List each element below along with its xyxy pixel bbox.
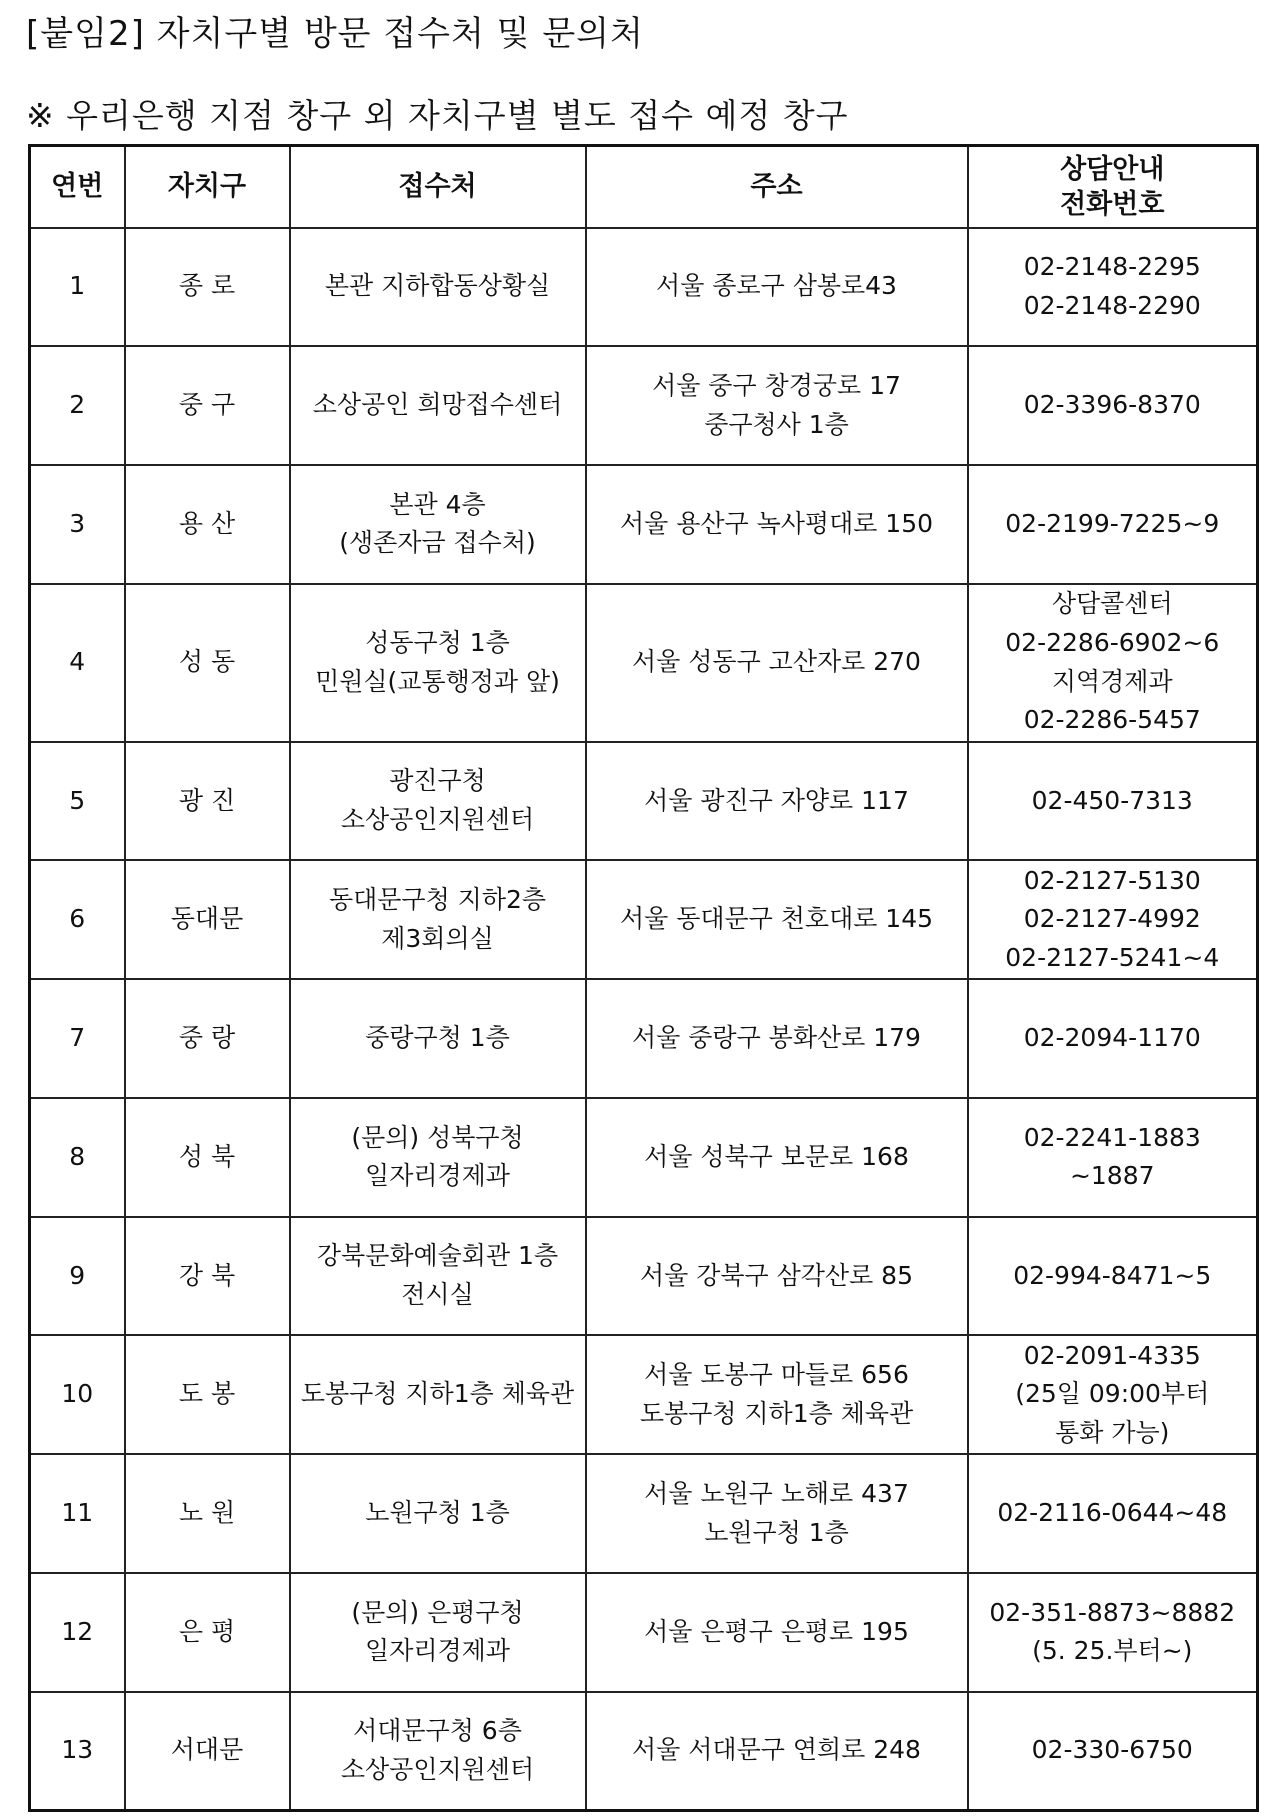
address-cell-line: 서울 강북구 삼각산로 85 bbox=[639, 1260, 913, 1290]
office-cell bbox=[290, 228, 586, 347]
district-office-table bbox=[28, 144, 1259, 1812]
address-cell-line: 노원구청 1층 bbox=[704, 1517, 849, 1547]
table-row bbox=[30, 1098, 1258, 1217]
office-cell-line: 소상공인지원센터 bbox=[340, 804, 535, 834]
table-row bbox=[30, 1217, 1258, 1336]
district-name: 종 로 bbox=[125, 228, 290, 347]
office-cell bbox=[290, 1454, 586, 1573]
row-number: 10 bbox=[30, 1335, 125, 1454]
phone-cell-line: 상담콜센터 bbox=[1051, 589, 1173, 619]
header-phone-line: 전화번호 bbox=[1060, 188, 1165, 220]
address-cell-line: 서울 중랑구 봉화산로 179 bbox=[632, 1023, 921, 1053]
district-name: 도 봉 bbox=[125, 1335, 290, 1454]
address-cell bbox=[586, 1335, 968, 1454]
office-cell-line: 소상공인지원센터 bbox=[340, 1754, 535, 1784]
phone-cell bbox=[968, 979, 1258, 1098]
header-office: 접수처 bbox=[290, 146, 586, 228]
phone-cell bbox=[968, 742, 1258, 861]
district-name: 중 랑 bbox=[125, 979, 290, 1098]
phone-cell-line: 02-450-7313 bbox=[1031, 785, 1193, 815]
table-row bbox=[30, 1454, 1258, 1573]
row-number: 13 bbox=[30, 1692, 125, 1811]
document-note: ※ 우리은행 지점 창구 외 자치구별 별도 접수 예정 창구 bbox=[26, 96, 849, 135]
phone-cell-line: 02-2241-1883 bbox=[1023, 1122, 1201, 1152]
document-title: [붙임2] 자치구별 방문 접수처 및 문의처 bbox=[26, 14, 644, 54]
district-name: 노 원 bbox=[125, 1454, 290, 1573]
district-name: 강 북 bbox=[125, 1217, 290, 1336]
phone-cell-line: 02-2286-5457 bbox=[1023, 705, 1201, 735]
office-cell bbox=[290, 1573, 586, 1692]
table-row bbox=[30, 1335, 1258, 1454]
office-cell-line: 동대문구청 지하2층 bbox=[328, 884, 547, 914]
phone-cell-line: ~1887 bbox=[1069, 1161, 1155, 1191]
office-cell-line: 성동구청 1층 bbox=[365, 627, 510, 657]
office-cell-line: (생존자금 접수처) bbox=[339, 528, 536, 558]
address-cell bbox=[586, 1098, 968, 1217]
address-cell bbox=[586, 860, 968, 979]
district-name: 은 평 bbox=[125, 1573, 290, 1692]
office-cell bbox=[290, 742, 586, 861]
address-cell bbox=[586, 228, 968, 347]
table-row bbox=[30, 979, 1258, 1098]
phone-cell-line: 02-3396-8370 bbox=[1023, 390, 1201, 420]
address-cell-line: 서울 동대문구 천호대로 145 bbox=[619, 904, 934, 934]
office-cell bbox=[290, 1217, 586, 1336]
address-cell bbox=[586, 742, 968, 861]
row-number: 5 bbox=[30, 742, 125, 861]
phone-cell-line: 02-2116-0644~48 bbox=[997, 1498, 1228, 1528]
table-row bbox=[30, 742, 1258, 861]
office-cell-line: 일자리경제과 bbox=[365, 1161, 510, 1191]
office-cell bbox=[290, 860, 586, 979]
row-number: 9 bbox=[30, 1217, 125, 1336]
office-cell-line: 전시실 bbox=[401, 1279, 474, 1309]
phone-cell bbox=[968, 860, 1258, 979]
header-no: 연번 bbox=[30, 146, 125, 228]
office-cell-line: 강북문화예술회관 1층 bbox=[316, 1241, 559, 1271]
district-name: 동대문 bbox=[125, 860, 290, 979]
row-number: 12 bbox=[30, 1573, 125, 1692]
phone-cell-line: 통화 가능) bbox=[1055, 1418, 1170, 1448]
phone-cell bbox=[968, 1692, 1258, 1811]
phone-cell bbox=[968, 1335, 1258, 1454]
phone-cell-line: 02-2199-7225~9 bbox=[1005, 508, 1220, 538]
phone-cell bbox=[968, 346, 1258, 465]
office-cell bbox=[290, 1335, 586, 1454]
phone-cell-line: 02-2127-4992 bbox=[1023, 904, 1201, 934]
district-name: 중 구 bbox=[125, 346, 290, 465]
office-cell-line: 일자리경제과 bbox=[365, 1636, 510, 1666]
phone-cell-line: 02-330-6750 bbox=[1031, 1735, 1193, 1765]
address-cell-line: 서울 노원구 노해로 437 bbox=[644, 1478, 909, 1508]
table-header-row bbox=[30, 146, 1258, 228]
address-cell-line: 서울 용산구 녹사평대로 150 bbox=[619, 508, 934, 538]
header-address: 주소 bbox=[586, 146, 968, 228]
phone-cell-line: 02-2148-2290 bbox=[1023, 290, 1201, 320]
address-cell bbox=[586, 465, 968, 584]
phone-cell bbox=[968, 228, 1258, 347]
address-cell bbox=[586, 584, 968, 742]
office-cell-line: 서대문구청 6층 bbox=[353, 1716, 522, 1746]
office-cell-line: 소상공인 희망접수센터 bbox=[312, 390, 563, 420]
phone-cell-line: (5. 25.부터~) bbox=[1032, 1636, 1193, 1666]
phone-cell-line: 02-351-8873~8882 bbox=[989, 1597, 1236, 1627]
header-phone-line: 상담안내 bbox=[1060, 153, 1165, 185]
phone-cell bbox=[968, 1454, 1258, 1573]
district-name: 광 진 bbox=[125, 742, 290, 861]
address-cell bbox=[586, 1692, 968, 1811]
district-name: 성 북 bbox=[125, 1098, 290, 1217]
address-cell-line: 서울 종로구 삼봉로43 bbox=[656, 271, 897, 301]
row-number: 1 bbox=[30, 228, 125, 347]
office-cell-line: (문의) 성북구청 bbox=[351, 1122, 524, 1152]
phone-cell-line: 02-2094-1170 bbox=[1023, 1023, 1201, 1053]
address-cell-line: 서울 도봉구 마들로 656 bbox=[644, 1360, 909, 1390]
table-row bbox=[30, 346, 1258, 465]
district-name: 성 동 bbox=[125, 584, 290, 742]
phone-cell bbox=[968, 465, 1258, 584]
phone-cell bbox=[968, 1573, 1258, 1692]
row-number: 11 bbox=[30, 1454, 125, 1573]
office-cell bbox=[290, 1098, 586, 1217]
district-name: 서대문 bbox=[125, 1692, 290, 1811]
table-row bbox=[30, 860, 1258, 979]
office-cell-line: 광진구청 bbox=[389, 766, 486, 796]
address-cell bbox=[586, 979, 968, 1098]
phone-cell-line: 02-2286-6902~6 bbox=[1005, 627, 1220, 657]
office-cell-line: 중랑구청 1층 bbox=[365, 1023, 510, 1053]
address-cell bbox=[586, 1217, 968, 1336]
phone-cell bbox=[968, 1098, 1258, 1217]
address-cell-line: 서울 광진구 자양로 117 bbox=[644, 785, 909, 815]
table-row bbox=[30, 465, 1258, 584]
phone-cell-line: 02-2148-2295 bbox=[1023, 252, 1201, 282]
address-cell-line: 서울 성동구 고산자로 270 bbox=[632, 647, 921, 677]
phone-cell-line: 02-2091-4335 bbox=[1023, 1340, 1201, 1370]
phone-cell-line: (25일 09:00부터 bbox=[1015, 1379, 1210, 1409]
office-cell-line: 본관 4층 bbox=[389, 489, 486, 519]
address-cell-line: 서울 은평구 은평로 195 bbox=[644, 1616, 909, 1646]
office-cell-line: 노원구청 1층 bbox=[365, 1498, 510, 1528]
office-cell bbox=[290, 346, 586, 465]
address-cell-line: 서울 성북구 보문로 168 bbox=[644, 1141, 909, 1171]
address-cell bbox=[586, 346, 968, 465]
address-cell-line: 중구청사 1층 bbox=[704, 409, 849, 439]
phone-cell bbox=[968, 1217, 1258, 1336]
office-cell bbox=[290, 1692, 586, 1811]
row-number: 2 bbox=[30, 346, 125, 465]
address-cell-line: 서울 서대문구 연희로 248 bbox=[632, 1735, 921, 1765]
office-cell bbox=[290, 979, 586, 1098]
office-cell-line: 도봉구청 지하1층 체육관 bbox=[300, 1379, 575, 1409]
address-cell-line: 도봉구청 지하1층 체육관 bbox=[639, 1398, 914, 1428]
office-cell-line: 민원실(교통행정과 앞) bbox=[315, 666, 560, 696]
row-number: 7 bbox=[30, 979, 125, 1098]
district-name: 용 산 bbox=[125, 465, 290, 584]
row-number: 4 bbox=[30, 584, 125, 742]
header-district: 자치구 bbox=[125, 146, 290, 228]
table-row bbox=[30, 1692, 1258, 1811]
table-row bbox=[30, 1573, 1258, 1692]
address-cell bbox=[586, 1454, 968, 1573]
row-number: 6 bbox=[30, 860, 125, 979]
address-cell bbox=[586, 1573, 968, 1692]
phone-cell-line: 지역경제과 bbox=[1051, 666, 1173, 696]
header-phone bbox=[968, 146, 1258, 228]
office-cell-line: 제3회의실 bbox=[381, 923, 494, 953]
office-cell-line: 본관 지하합동상황실 bbox=[324, 271, 551, 301]
office-cell bbox=[290, 465, 586, 584]
phone-cell-line: 02-2127-5130 bbox=[1023, 865, 1201, 895]
row-number: 8 bbox=[30, 1098, 125, 1217]
table-row bbox=[30, 228, 1258, 347]
phone-cell-line: 02-994-8471~5 bbox=[1013, 1260, 1212, 1290]
phone-cell bbox=[968, 584, 1258, 742]
table-row bbox=[30, 584, 1258, 742]
table-body bbox=[30, 228, 1258, 1811]
row-number: 3 bbox=[30, 465, 125, 584]
office-cell-line: (문의) 은평구청 bbox=[351, 1597, 524, 1627]
phone-cell-line: 02-2127-5241~4 bbox=[1005, 943, 1220, 973]
address-cell-line: 서울 중구 창경궁로 17 bbox=[652, 370, 901, 400]
office-cell bbox=[290, 584, 586, 742]
